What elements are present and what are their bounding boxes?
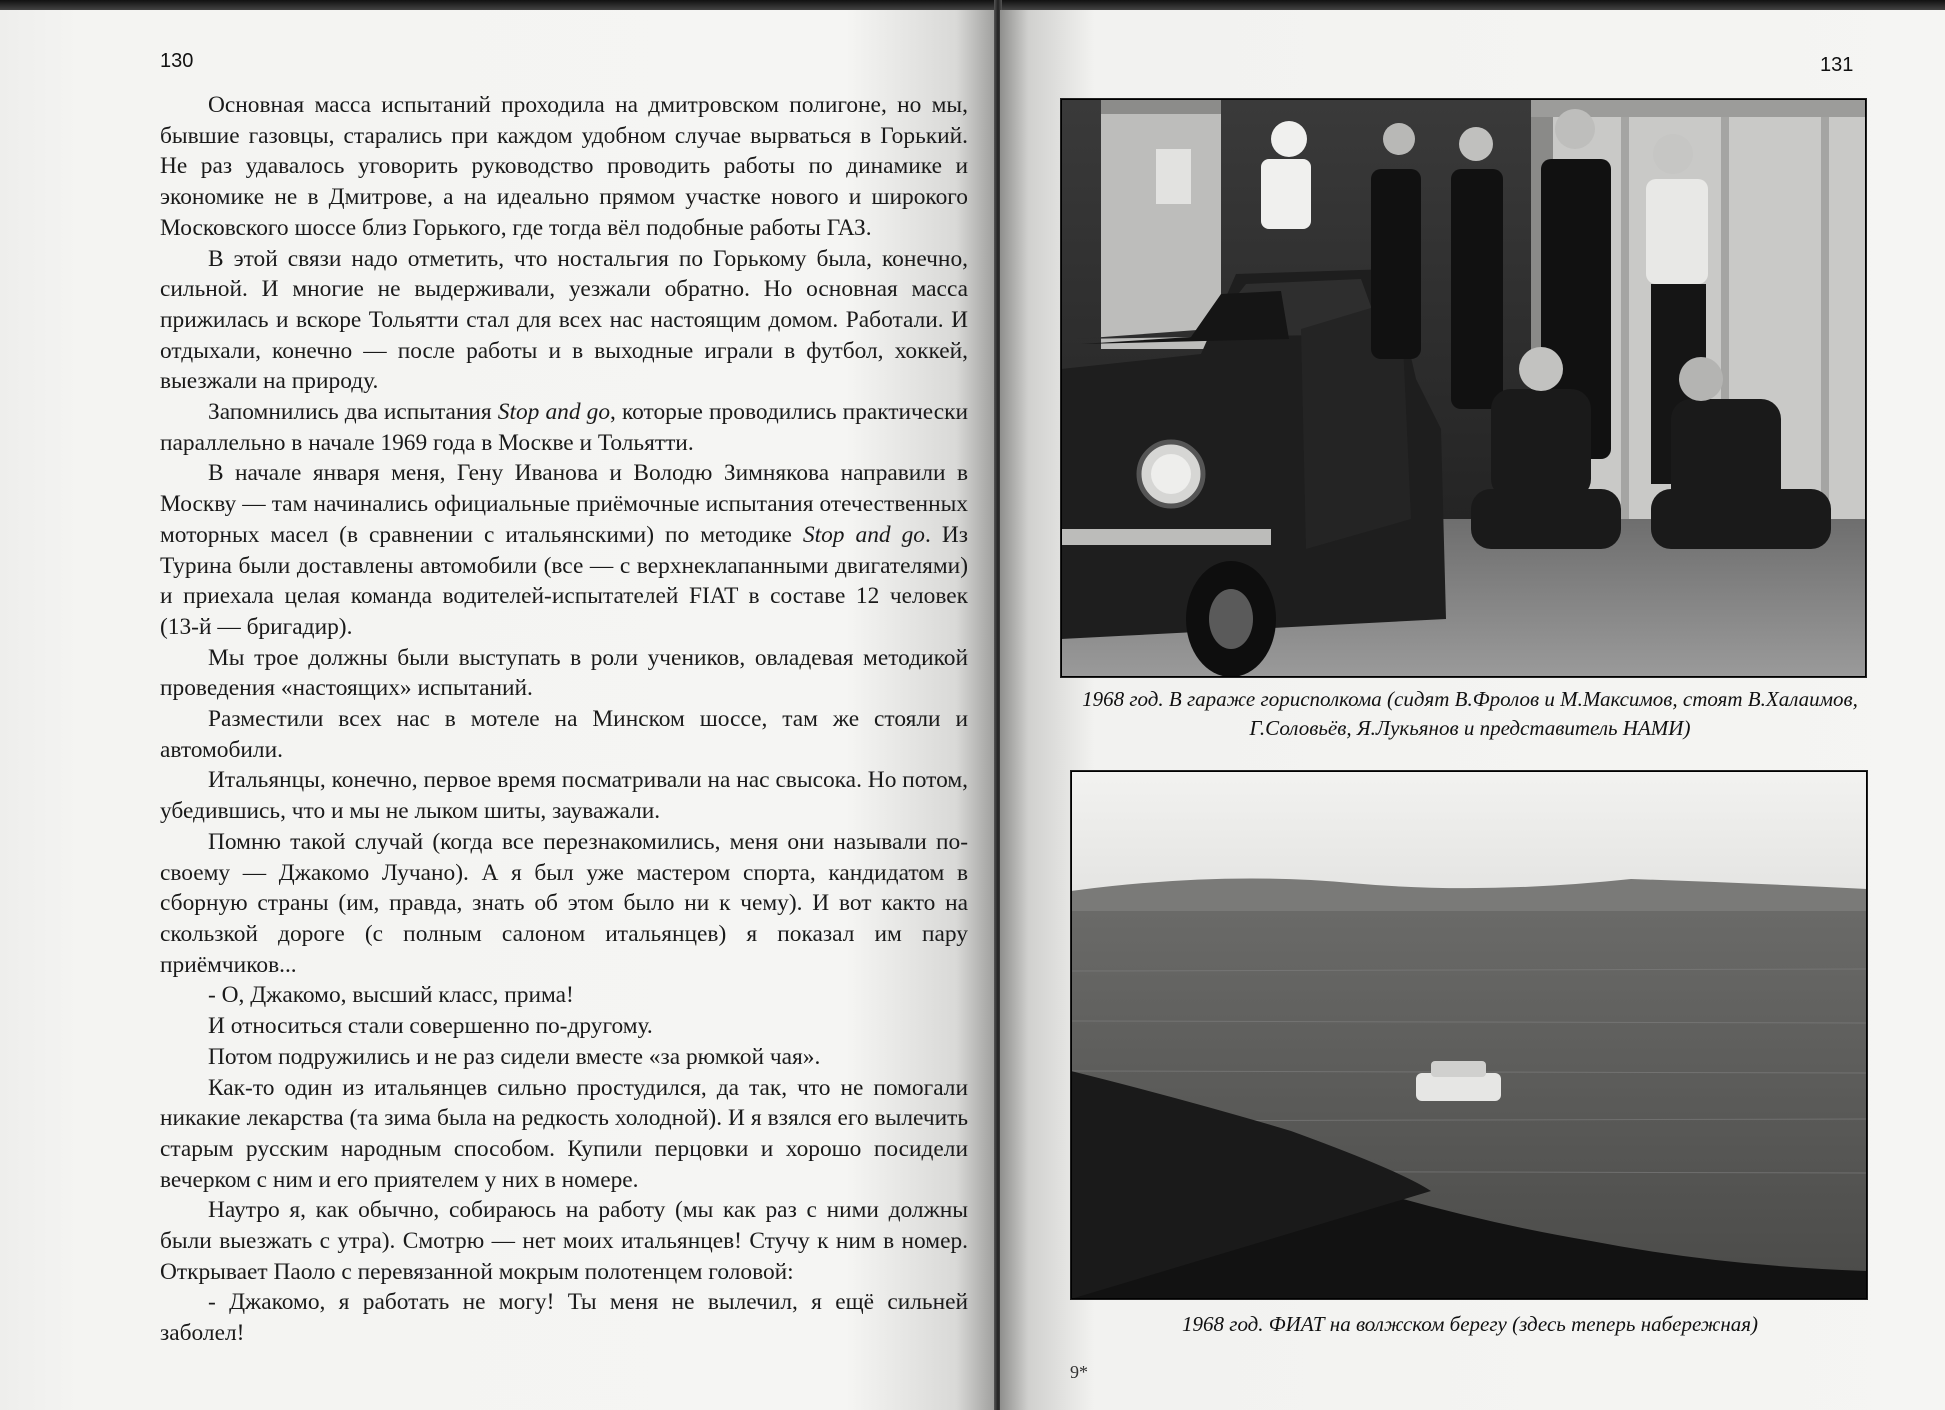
garage-photo-caption: 1968 год. В гараже горисполкома (сидят В.Фролов и М.Максимов, стоят В.Халаимов, Г.Соловьёв, Я.Лукьянов и представитель НАМИ)	[1082, 687, 1858, 740]
paragraph: Наутро я, как обычно, собираюсь на работу (мы как раз с ними должны были выезжать с утра). Смотрю — нет моих итальянцев! Стучу к ним в номер. Открывает Паоло с перевязанной мокрым полотенцем головой:	[160, 1197, 968, 1285]
paragraph: В начале января меня, Гену Иванова и Володю Зимнякова направили в Москву — там начинались официальные приёмочные испытания отечественных моторных масел (в сравнении с итальянскими) по методике Stop and go. Из Турина были доставлены автомобили (все — с верхнеклапанными двигателями) и приехала целая команда водителей-испытателей FIAT в составе 12 человек (13-й — бригадир).	[160, 460, 968, 640]
garage-photo	[1060, 98, 1867, 678]
paragraph: Запомнились два испытания Stop and go, которые проводились практически параллельно в начале 1969 года в Москве и Тольятти.	[160, 399, 968, 456]
printer-signature-mark: 9*	[1070, 1362, 1088, 1382]
garage-photo-image	[1061, 99, 1866, 677]
paragraph: - Джакомо, я работать не могу! Ты меня не вылечил, я ещё сильней заболел!	[160, 1289, 968, 1347]
right-page-number: 131	[1820, 54, 1854, 76]
italic-term: Stop and go	[497, 399, 611, 426]
paragraph: Основная масса испытаний проходила на дмитровском полигоне, но мы, бывшие газовцы, старались при каждом удобном случае вырваться в Горький. Не раз удавалось уговорить руководство проводить работы по динамике и экономике не в Дмитрове, а на идеально прямом участке нового и широкого Московского шоссе близ Горького, где тогда вёл подобные работы ГАЗ.	[160, 92, 968, 241]
volga-shore-photo	[1070, 770, 1868, 1300]
right-page	[1000, 10, 1945, 1410]
paragraph: Итальянцы, конечно, первое время посматривали на нас свысока. Но потом, убедившись, что и мы не лыком шиты, зауважали.	[160, 767, 968, 825]
paragraph: В этой связи надо отметить, что ностальгия по Горькому была, конечно, сильной. И многие не выдерживали, уезжали обратно. Но основная масса прижилась и вскоре Тольятти стал для всех нас настоящим домом. Работали. И отдыхали, конечно — после работы и в выходные играли в футбол, хоккей, выезжали на природу.	[160, 245, 968, 395]
volga-shore-photo-image	[1071, 771, 1867, 1299]
paragraph: И относиться стали совершенно по-другому.	[208, 1013, 653, 1040]
paragraph: Помню такой случай (когда все перезнакомились, меня они называли по-своему — Джакомо Лучано). А я был уже мастером спорта, кандидатом в сборную страны (им, правда, знать об этом было ни к чему). И вот както на скользкой дороге (с полным салоном итальянцев) я показал им пару приёмчиков...	[160, 828, 968, 978]
left-page	[0, 10, 996, 1410]
left-page-text	[160, 90, 968, 1349]
paragraph: - О, Джакомо, высший класс, прима!	[208, 982, 574, 1009]
paragraph: Мы трое должны были выступать в роли учеников, овладевая методикой проведения «настоящих» испытаний.	[160, 644, 968, 702]
volga-shore-photo-caption: 1968 год. ФИАТ на волжском берегу (здесь теперь набережная)	[1182, 1312, 1758, 1336]
paragraph: Как-то один из итальянцев сильно простудился, да так, что не помогали никакие лекарства (та зима была на редкость холодной). И я взялся его вылечить старым русским народным способом. Купили перцовки и хорошо посидели вечерком с ним и его приятелем у них в номере.	[160, 1074, 968, 1193]
paragraph: Разместили всех нас в мотеле на Минском шоссе, там же стояли и автомобили.	[160, 706, 968, 763]
italic-term: Stop and go	[802, 521, 925, 548]
paragraph: Потом подружились и не раз сидели вместе «за рюмкой чая».	[208, 1043, 821, 1070]
left-page-number: 130	[160, 50, 194, 72]
